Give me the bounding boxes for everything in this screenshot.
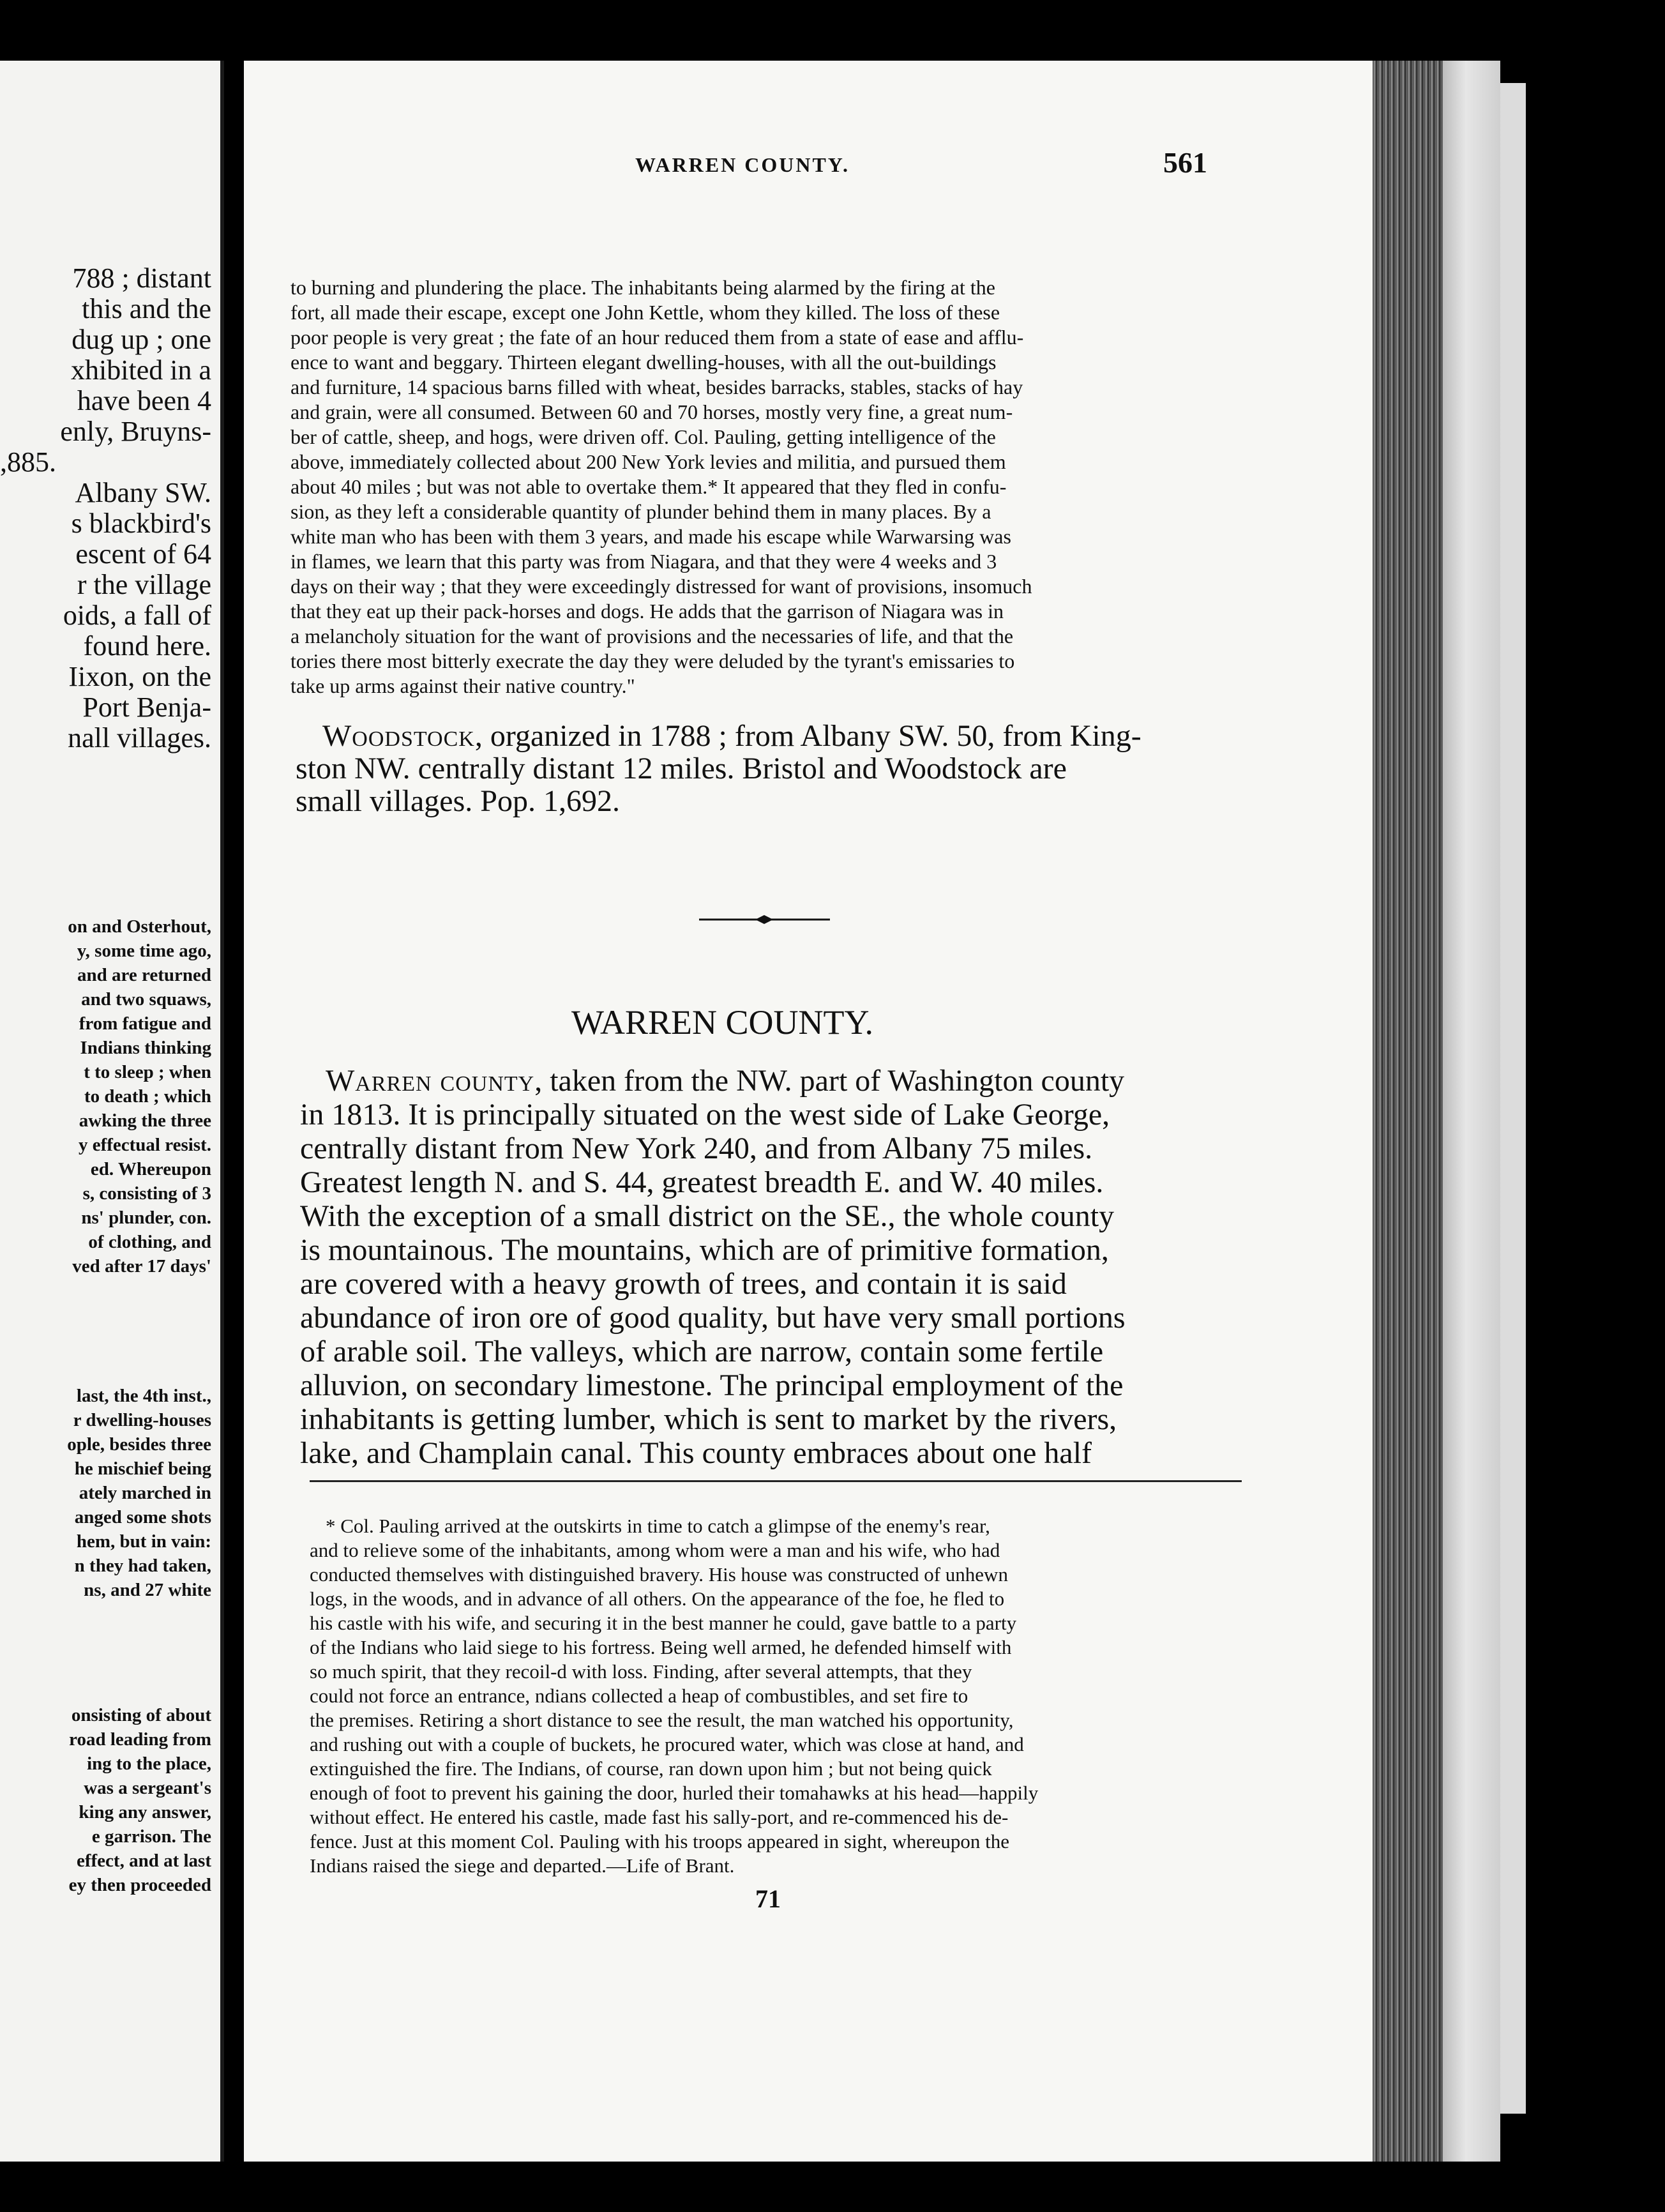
section-line: lake, and Champlain canal. This county embraces about one half [300, 1436, 1092, 1470]
section-line: in 1813. It is principally situated on the west side of Lake George, [300, 1098, 1110, 1132]
quote-line: sion, as they left a considerable quantity of plunder behind them in many places. By a [290, 500, 991, 523]
left-text-line: enly, Bruyns- [60, 416, 211, 447]
section-line: Warren county, taken from the NW. part of Washington county [326, 1064, 1125, 1098]
left-note-line: ns, and 27 white [84, 1580, 211, 1600]
footnote-line: fence. Just at this moment Col. Pauling with his troops appeared in sight, whereupon the [310, 1830, 1010, 1852]
quote-line: above, immediately collected about 200 New York levies and militia, and pursued them [290, 450, 1006, 473]
footnote-line: and to relieve some of the inhabitants, among whom were a man and his wife, who had [310, 1539, 1000, 1561]
left-text-line: ,885. [0, 446, 56, 478]
left-text-line: Iixon, on the [68, 661, 211, 692]
left-note-line: ved after 17 days' [72, 1256, 211, 1276]
left-note-line: was a sergeant's [84, 1778, 211, 1798]
quote-line: and furniture, 14 spacious barns filled with wheat, besides barracks, stables, stacks of hay [290, 375, 1023, 398]
quote-line: fort, all made their escape, except one John Kettle, whom they killed. The loss of these [290, 301, 1000, 324]
left-note-line: n they had taken, [74, 1556, 211, 1576]
left-note-line: Indians thinking [80, 1038, 211, 1058]
quote-line: take up arms against their native country." [290, 674, 635, 697]
left-text-line: escent of 64 [75, 538, 211, 570]
woodstock-name: Woodstock [322, 719, 475, 753]
section-line: With the exception of a small district on the SE., the whole county [300, 1199, 1115, 1233]
quote-line: about 40 miles ; but was not able to overtake them.* It appeared that they fled in confu- [290, 475, 1007, 498]
quote-line: and grain, were all consumed. Between 60 and 70 horses, mostly very fine, a great num- [290, 400, 1013, 423]
left-note-line: y, some time ago, [77, 941, 211, 961]
left-note-line: ately marched in [79, 1483, 211, 1503]
section-line: centrally distant from New York 240, and from Albany 75 miles. [300, 1132, 1093, 1165]
footnote-line: logs, in the woods, and in advance of all others. On the appearance of the foe, he fled to [310, 1587, 1005, 1610]
quote-line: that they eat up their pack-horses and dogs. He adds that the garrison of Niagara was in [290, 600, 1004, 623]
quote-line: days on their way ; that they were exceedingly distressed for want of provisions, insomuch [290, 575, 1032, 598]
left-note-line: he mischief being [74, 1458, 211, 1479]
left-note-line: of clothing, and [88, 1232, 211, 1252]
section-line: abundance of iron ore of good quality, but have very small portions [300, 1301, 1126, 1335]
left-note-line: effect, and at last [76, 1851, 211, 1871]
left-text-line: nall villages. [68, 722, 211, 754]
left-text-line: oids, a fall of [63, 600, 211, 631]
footnote-line: enough of foot to prevent his gaining the door, hurled their tomahawks at his head—happily [310, 1782, 1039, 1804]
left-note-line: to death ; which [84, 1086, 211, 1107]
left-text-line: Port Benja- [82, 692, 211, 723]
footnote-line: conducted themselves with distinguished bravery. His house was constructed of unhewn [310, 1563, 1008, 1586]
footnote-line: the premises. Retiring a short distance to see the result, the man watched his opportunity, [310, 1709, 1014, 1731]
left-text-line: dug up ; one [72, 324, 211, 355]
footnote-line: extinguished the fire. The Indians, of course, ran down upon him ; but not being quick [310, 1757, 992, 1780]
footnote-line: of the Indians who laid siege to his fortress. Being well armed, he defended himself with [310, 1636, 1012, 1658]
left-note-line: awking the three [79, 1110, 211, 1131]
section-line: are covered with a heavy growth of trees, and contain it is said [300, 1267, 1067, 1301]
quote-line: tories there most bitterly execrate the day they were deluded by the tyrant's emissaries to [290, 649, 1015, 672]
ornamental-divider [699, 912, 830, 927]
footnote-line: Indians raised the siege and departed.—Life of Brant. [310, 1854, 735, 1877]
section-line: of arable soil. The valleys, which are narrow, contain some fertile [300, 1335, 1104, 1368]
left-note-line: king any answer, [79, 1802, 211, 1822]
footnote-line: his castle with his wife, and securing it in the best manner he could, gave battle to a party [310, 1612, 1017, 1634]
left-note-line: hem, but in vain: [76, 1531, 211, 1552]
left-note-line: t to sleep ; when [84, 1062, 211, 1082]
footnote-line: could not force an entrance, ndians collected a heap of combustibles, and set fire to [310, 1685, 968, 1707]
left-note-line: onsisting of about [71, 1705, 211, 1725]
quote-line: poor people is very great ; the fate of an hour reduced them from a state of ease and afflu- [290, 326, 1024, 349]
left-note-line: ing to the place, [87, 1754, 211, 1774]
quote-line: ence to want and beggary. Thirteen elegant dwelling-houses, with all the out-buildings [290, 351, 997, 374]
left-note-line: and are returned [77, 965, 211, 985]
footnote-line: without effect. He entered his castle, made fast his sally-port, and re-commenced his de- [310, 1806, 1009, 1828]
left-text-line: s blackbird's [71, 508, 211, 539]
left-note-line: ople, besides three [67, 1434, 211, 1455]
left-note-line: ey then proceeded [68, 1875, 211, 1895]
quote-line: to burning and plundering the place. The inhabitants being alarmed by the firing at the [290, 276, 995, 299]
running-head-title: WARREN COUNTY. [635, 153, 850, 176]
left-note-line: from fatigue and [79, 1013, 211, 1034]
left-note-line: and two squaws, [81, 989, 211, 1010]
woodstock-line: Woodstock, organized in 1788 ; from Albany SW. 50, from King- [322, 719, 1141, 753]
left-text-line: Albany SW. [75, 477, 211, 508]
book-cover-edge [1500, 83, 1526, 2114]
section-line: alluvion, on secondary limestone. The principal employment of the [300, 1368, 1124, 1402]
signature-mark: 71 [755, 1884, 781, 1913]
quote-line: ber of cattle, sheep, and hogs, were driven off. Col. Pauling, getting intelligence of the [290, 425, 996, 448]
left-note-line: on and Osterhout, [68, 916, 211, 937]
left-note-line: ns' plunder, con. [81, 1208, 211, 1228]
left-note-line: road leading from [69, 1729, 211, 1750]
footnote-line: and rushing out with a couple of buckets, he procured water, which was close at hand, and [310, 1733, 1024, 1755]
woodstock-line: ston NW. centrally distant 12 miles. Bristol and Woodstock are [296, 752, 1067, 785]
quote-line: a melancholy situation for the want of provisions and the necessaries of life, and that the [290, 625, 1014, 648]
left-text-line: have been 4 [77, 385, 211, 416]
left-facing-page [0, 61, 224, 2162]
section-line: inhabitants is getting lumber, which is sent to market by the rivers, [300, 1402, 1117, 1436]
footnote-line: so much spirit, that they recoil-d with loss. Finding, after several attempts, that they [310, 1660, 972, 1683]
left-note-line: r dwelling-houses [73, 1410, 211, 1430]
quote-line: white man who has been with them 3 years, and made his escape while Warwarsing was [290, 525, 1011, 548]
left-text-line: 788 ; distant [72, 262, 211, 294]
left-note-line: y effectual resist. [78, 1135, 211, 1155]
left-text-line: xhibited in a [71, 354, 211, 386]
woodstock-line: small villages. Pop. 1,692. [296, 784, 620, 818]
footnote-rule [310, 1480, 1242, 1482]
page-stack-edge [1443, 61, 1500, 2162]
page-edge-shadow [1373, 61, 1443, 2162]
left-text-line: this and the [82, 293, 211, 324]
left-note-line: ed. Whereupon [90, 1159, 211, 1179]
quote-line: in flames, we learn that this party was from Niagara, and that they were 4 weeks and 3 [290, 550, 997, 573]
section-heading: WARREN COUNTY. [571, 1003, 874, 1042]
section-line: is mountainous. The mountains, which are of primitive formation, [300, 1233, 1109, 1267]
left-note-line: anged some shots [74, 1507, 211, 1527]
page-number: 561 [1163, 146, 1207, 179]
section-lead: Warren county [326, 1064, 535, 1098]
left-text-line: r the village [77, 569, 211, 600]
footnote-line: * Col. Pauling arrived at the outskirts in time to catch a glimpse of the enemy's rear, [326, 1515, 990, 1537]
left-note-line: e garrison. The [91, 1826, 211, 1847]
left-note-line: last, the 4th inst., [76, 1386, 211, 1406]
section-line: Greatest length N. and S. 44, greatest breadth E. and W. 40 miles. [300, 1165, 1104, 1199]
left-note-line: s, consisting of 3 [82, 1183, 211, 1204]
left-text-line: found here. [83, 630, 211, 662]
